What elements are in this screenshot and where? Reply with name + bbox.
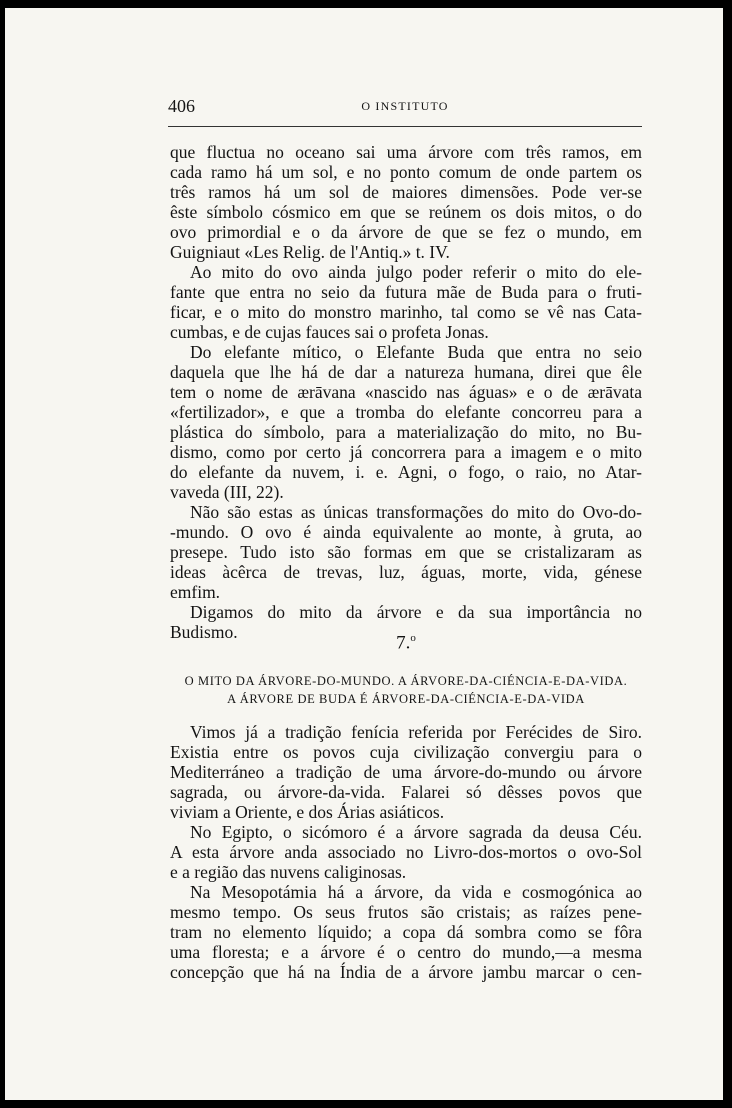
text-line: A esta árvore anda associado no Livro-dos-mortos o ovo-Sol bbox=[170, 842, 642, 862]
header-rule bbox=[168, 126, 642, 127]
text-line: vaveda (III, 22). bbox=[170, 482, 284, 502]
text-line: ideas àcêrca de trevas, luz, águas, morte, vida, génese bbox=[170, 562, 642, 582]
text-line: Budismo. bbox=[170, 622, 238, 642]
text-line: cumbas, e de cujas fauces sai o profeta Jonas. bbox=[170, 322, 489, 342]
text-line: ficar, e o mito do monstro marinho, tal como se vê nas Cata- bbox=[170, 302, 642, 322]
text-line: «fertilizador», e que a tromba do elefante concorreu para a bbox=[170, 402, 642, 422]
section-title bbox=[170, 672, 642, 708]
text-line: tem o nome de ærāvana «nascido nas águas» e o de ærāvata bbox=[170, 382, 642, 402]
section-number bbox=[170, 632, 642, 654]
section-number-sup: o bbox=[410, 632, 416, 644]
body-text-bottom bbox=[170, 722, 642, 982]
text-line: dismo, como por certo já concorrera para a imagem e o mito bbox=[170, 442, 642, 462]
text-line: No Egipto, o sicómoro é a árvore sagrada da deusa Céu. bbox=[190, 822, 642, 842]
text-line: viviam a Oriente, e dos Árias asiáticos. bbox=[170, 802, 445, 822]
text-line: Do elefante mítico, o Elefante Buda que entra no seio bbox=[190, 342, 642, 362]
body-text-top bbox=[170, 142, 642, 642]
section-number-value: 7. bbox=[396, 632, 411, 654]
text-line: concepção que há na Índia de a árvore jambu marcar o cen- bbox=[170, 962, 642, 982]
text-line: e a região das nuvens caliginosas. bbox=[170, 862, 407, 882]
text-line: sagrada, ou árvore-da-vida. Falarei só dêsses povos que bbox=[170, 782, 642, 802]
text-line: do elefante da nuvem, i. e. Agni, o fogo, o raio, no Atar- bbox=[170, 462, 642, 482]
text-line: uma floresta; e a árvore é o centro do mundo,—a mesma bbox=[170, 942, 642, 962]
text-line: -mundo. O ovo é ainda equivalente ao monte, à gruta, ao bbox=[170, 522, 642, 542]
running-head: O INSTITUTO bbox=[361, 99, 449, 113]
text-line: Existia entre os povos cuja civilização convergiu para o bbox=[170, 742, 642, 762]
page-number: 406 bbox=[168, 96, 195, 116]
book-page bbox=[5, 8, 723, 1100]
text-line: Não são estas as únicas transformações do mito do Ovo-do- bbox=[190, 502, 642, 522]
text-line: presepe. Tudo isto são formas em que se cristalizaram as bbox=[170, 542, 642, 562]
page-header bbox=[168, 96, 642, 120]
text-line: Ao mito do ovo ainda julgo poder referir o mito do ele- bbox=[190, 262, 642, 282]
text-line: daquela que lhe há de dar a natureza humana, direi que êle bbox=[170, 362, 642, 382]
text-line: que fluctua no oceano sai uma árvore com três ramos, em bbox=[170, 142, 642, 162]
text-line: plástica do símbolo, para a materialização do mito, no Bu- bbox=[170, 422, 642, 442]
section-title-line: O MITO DA ÁRVORE-DO-MUNDO. A ÁRVORE-DA-CIÉNCIA-E-DA-VIDA. bbox=[184, 674, 628, 688]
text-line: cada ramo há um sol, e no ponto comum de onde partem os bbox=[170, 162, 642, 182]
text-line: Na Mesopotámia há a árvore, da vida e cosmogónica ao bbox=[190, 882, 642, 902]
text-line: tram no elemento líquido; a copa dá sombra como se fôra bbox=[170, 922, 642, 942]
text-line: Mediterráneo a tradição de uma árvore-do-mundo ou árvore bbox=[170, 762, 642, 782]
section-title-line: A ÁRVORE DE BUDA É ÁRVORE-DA-CIÉNCIA-E-DA-VIDA bbox=[227, 692, 585, 706]
text-line: Digamos do mito da árvore e da sua importância no bbox=[190, 602, 642, 622]
text-line: êste símbolo cósmico em que se reúnem os dois mitos, o do bbox=[170, 202, 642, 222]
text-line: três ramos há um sol de maiores dimensões. Pode ver-se bbox=[170, 182, 642, 202]
text-line: ovo primordial e o da árvore de que se fez o mundo, em bbox=[170, 222, 642, 242]
text-line: Guigniaut «Les Relig. de l'Antiq.» t. IV. bbox=[170, 242, 450, 262]
text-line: fante que entra no seio da futura mãe de Buda para o fruti- bbox=[170, 282, 642, 302]
text-line: emfim. bbox=[170, 582, 221, 602]
text-line: mesmo tempo. Os seus frutos são cristais; as raízes pene- bbox=[170, 902, 642, 922]
text-line: Vimos já a tradição fenícia referida por Ferécides de Siro. bbox=[190, 722, 642, 742]
